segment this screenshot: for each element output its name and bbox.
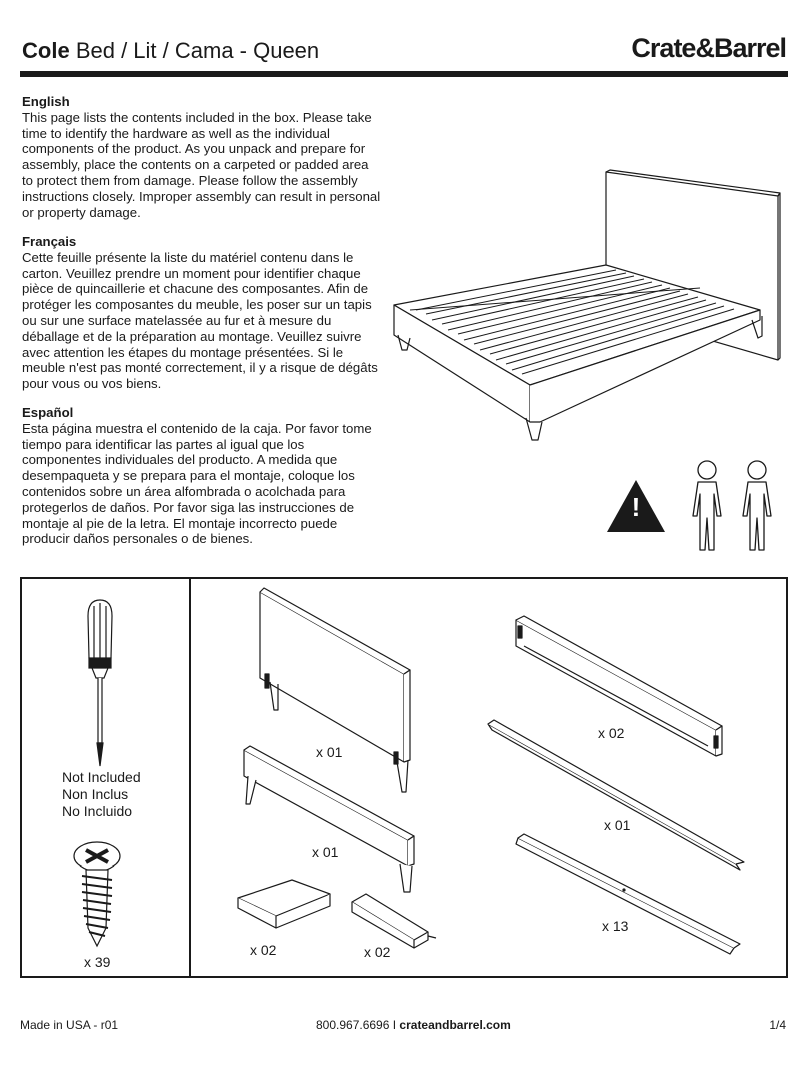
french-body: Cette feuille présente la liste du matériel contenu dans le carton. Veuillez prendre un moment pour identifier chaque pièce de quincaillerie et chacune des composantes. Afin de protéger les composantes du meuble, les poser sur un tapis ou sur une surface matelassée au fur et à mesure du déballage et de la préparation au montage. Veuillez suivre avec attention les étapes du montage présentées. Si le meuble n'est pas monté correctement, il y a risque de dégâts pour vous ou vos biens. — [22, 249, 378, 392]
screw-qty: x 39 — [84, 954, 111, 970]
not-included-en: Not Included — [62, 769, 141, 785]
slat-qty: x 13 — [602, 918, 629, 934]
warning-symbol: ! — [631, 492, 641, 522]
english-section — [22, 94, 382, 220]
side-rail-qty: x 02 — [598, 725, 625, 741]
website-link[interactable]: crateandbarrel.com — [399, 1018, 511, 1032]
phone-number: 800.967.6696 I — [316, 1018, 400, 1032]
screwdriver-icon — [80, 598, 120, 768]
slat-part — [514, 828, 748, 958]
headboard-qty: x 01 — [316, 744, 343, 760]
leg-part — [348, 890, 438, 950]
leg-qty: x 02 — [364, 944, 391, 960]
contact-line — [316, 1018, 511, 1032]
parts-divider — [189, 577, 191, 978]
spanish-body: Esta página muestra el contenido de la caja. Por favor tome tiempo para identificar las partes al igual que los componentes individuales del producto. A medida que desempaqueta y se prepara para el montaje, coloque los contenidos sobre un área alfombrada o acolchada para protegerlos de daños. Por favor siga las instrucciones de montaje al pie de la letra. El montaje incorrecto puede producir daños personales o de bienes. — [22, 420, 372, 547]
block-qty: x 02 — [250, 942, 277, 958]
not-included-fr: Non Inclus — [62, 786, 129, 802]
english-body: This page lists the contents included in the box. Please take time to identify the hardware as well as the individual components of the product. As you unpack and prepare for assembly, place the contents on a carpeted or padded area to protect them from damage. Please follow the assembly instructions closely. Improper assembly can result in personal or property damage. — [22, 109, 381, 220]
english-heading: English — [22, 94, 70, 109]
product-description: Bed / Lit / Cama - Queen — [75, 38, 320, 63]
brand-logo: Crate&Barrel — [631, 33, 786, 63]
two-person-icon — [685, 458, 785, 554]
footboard-part — [240, 744, 420, 894]
corner-block-part — [234, 876, 334, 940]
spanish-section — [22, 405, 382, 547]
page-number: 1/4 — [769, 1018, 786, 1032]
not-included-es: No Incluido — [62, 803, 133, 819]
header-rule — [20, 71, 788, 77]
made-in-label: Made in USA - r01 — [20, 1018, 119, 1032]
footboard-qty: x 01 — [312, 844, 339, 860]
french-section — [22, 234, 382, 392]
spanish-heading: Español — [22, 405, 74, 420]
page-title — [22, 38, 319, 64]
bed-illustration — [380, 160, 790, 450]
center-rail-qty: x 01 — [604, 817, 631, 833]
product-name: Cole — [22, 38, 70, 63]
screw-icon — [72, 840, 122, 950]
french-heading: Français — [22, 234, 77, 249]
screwdriver-label — [62, 769, 141, 820]
